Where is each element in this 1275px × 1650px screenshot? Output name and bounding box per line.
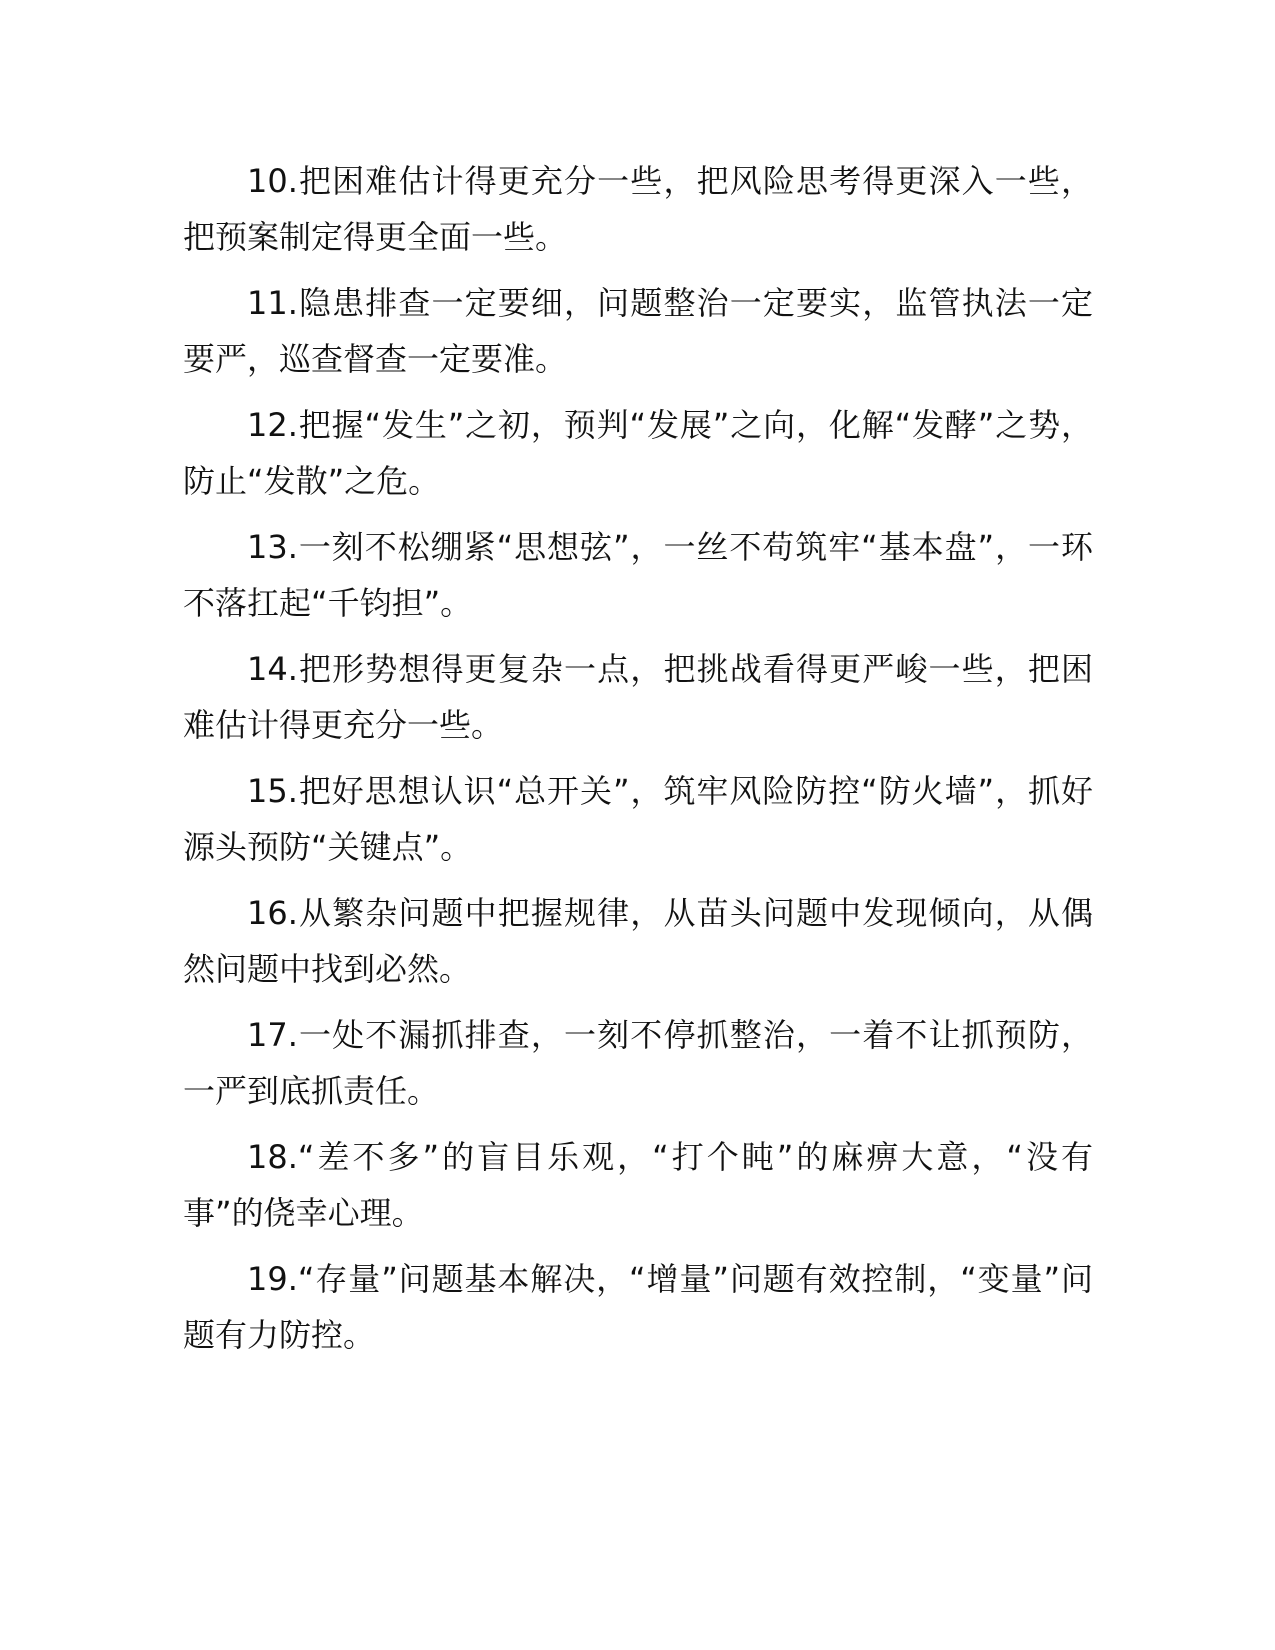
paragraph-16: 16.从繁杂问题中把握规律，从苗头问题中发现倾向，从偶然问题中找到必然。 xyxy=(183,894,1093,988)
paragraph-10: 10.把困难估计得更充分一些，把风险思考得更深入一些，把预案制定得更全面一些。 xyxy=(183,162,1093,256)
paragraph-12: 12.把握“发生”之初，预判“发展”之向，化解“发酵”之势，防止“发散”之危。 xyxy=(183,406,1093,500)
paragraph-11: 11.隐患排查一定要细，问题整治一定要实，监管执法一定要严，巡查督查一定要准。 xyxy=(183,284,1093,378)
paragraph-14: 14.把形势想得更复杂一点，把挑战看得更严峻一些，把困难估计得更充分一些。 xyxy=(183,650,1093,744)
paragraph-13: 13.一刻不松绷紧“思想弦”，一丝不苟筑牢“基本盘”，一环不落扛起“千钧担”。 xyxy=(183,528,1093,622)
paragraph-15: 15.把好思想认识“总开关”，筑牢风险防控“防火墙”，抓好源头预防“关键点”。 xyxy=(183,772,1093,866)
document-body xyxy=(183,153,1093,1373)
paragraph-18: 18.“差不多”的盲目乐观，“打个盹”的麻痹大意，“没有事”的侥幸心理。 xyxy=(183,1138,1093,1232)
paragraph-19: 19.“存量”问题基本解决，“增量”问题有效控制，“变量”问题有力防控。 xyxy=(183,1260,1093,1354)
paragraph-17: 17.一处不漏抓排查，一刻不停抓整治，一着不让抓预防，一严到底抓责任。 xyxy=(183,1016,1093,1110)
